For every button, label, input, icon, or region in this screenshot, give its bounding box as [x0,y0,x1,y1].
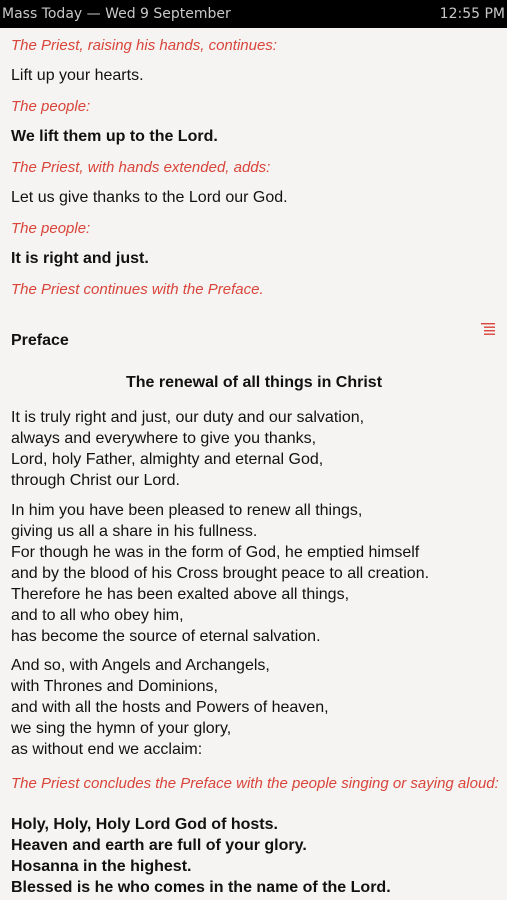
preface-line: It is truly right and just, our duty and our salvation, [11,409,365,426]
preface-line: and with all the hosts and Powers of heaven, [11,699,329,716]
people-line: We lift them up to the Lord. [11,128,218,145]
preface-line: as without end we acclaim: [11,741,203,758]
preface-line: we sing the hymn of your glory, [11,720,232,737]
rubric-line: The Priest continues with the Preface. [11,281,264,298]
preface-line: has become the source of eternal salvation. [11,628,321,645]
sanctus [11,814,391,898]
rubric-line: The Priest, with hands extended, adds: [11,159,271,176]
section-heading: Preface [11,332,69,349]
list-menu-icon[interactable] [481,322,495,334]
preface-line: giving us all a share in his fullness. [11,523,258,540]
preface-title: The renewal of all things in Christ [125,374,383,391]
sanctus-line: Hosanna in the highest. [11,858,192,875]
sanctus-line: Holy, Holy, Holy Lord God of hosts. [11,816,278,833]
rubric-line: The Priest, raising his hands, continues: [11,37,277,54]
rubric-line: The people: [11,98,91,115]
closing-rubric: The Priest concludes the Preface with the people singing or saying aloud: [11,775,499,792]
preface-line: through Christ our Lord. [11,472,180,489]
preface-paragraph [11,655,329,760]
preface-line: In him you have been pleased to renew all things, [11,502,363,519]
preface-line: with Thrones and Dominions, [11,678,218,695]
status-bar [0,0,507,28]
priest-line: Let us give thanks to the Lord our God. [11,189,288,206]
preface-line: Therefore he has been exalted above all things, [11,586,350,603]
priest-line: Lift up your hearts. [11,67,144,84]
preface-line: For though he was in the form of God, he emptied himself [11,544,420,561]
sanctus-line: Blessed is he who comes in the name of the Lord. [11,879,391,896]
status-bar-title: Mass Today — Wed 9 September [2,6,231,22]
people-line: It is right and just. [11,250,149,267]
preface-line: Lord, holy Father, almighty and eternal God, [11,451,324,468]
preface-paragraph [11,500,429,647]
status-bar-time: 12:55 PM [439,6,505,22]
sanctus-line: Heaven and earth are full of your glory. [11,837,307,854]
preface-line: And so, with Angels and Archangels, [11,657,270,674]
preface-paragraph [11,407,364,491]
preface-line: always and everywhere to give you thanks, [11,430,317,447]
preface-line: and by the blood of his Cross brought peace to all creation. [11,565,430,582]
preface-line: and to all who obey him, [11,607,184,624]
rubric-line: The people: [11,220,91,237]
